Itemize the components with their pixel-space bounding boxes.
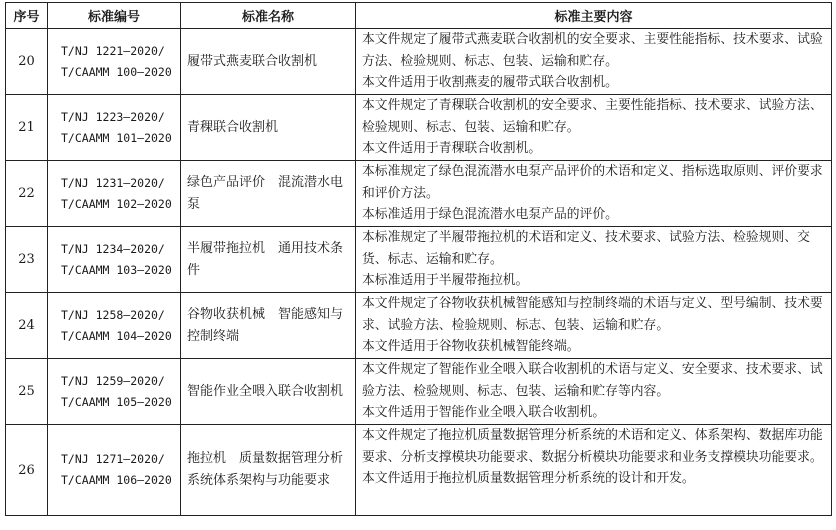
standard-code — [48, 359, 181, 425]
header-name: 标准名称 — [181, 3, 356, 29]
content-applicability: 本标准适用于绿色混流潜水电泵产品的评价。 — [362, 207, 618, 222]
table-row — [6, 425, 832, 516]
content-scope: 本文件规定了拖拉机质量数据管理分析系统的术语和定义、体系架构、数据库功能要求、分析支撑模块功能要求、数据分析模块功能要求和业务支撑模块功能要求。 — [362, 428, 823, 465]
standard-code — [48, 161, 181, 227]
code-line: T/NJ 1223—2020/ — [61, 109, 165, 124]
header-content: 标准主要内容 — [356, 3, 832, 29]
code-line: T/CAAMM 106—2020 — [61, 473, 172, 487]
standard-name: 青稞联合收割机 — [181, 95, 356, 161]
content-scope: 本文件规定了履带式燕麦联合收割机的安全要求、主要性能指标、技术要求、试验方法、检验规则、标志、包装、运输和贮存。 — [362, 32, 823, 69]
standard-name: 半履带拖拉机 通用技术条件 — [181, 227, 356, 293]
table-row — [6, 29, 832, 95]
table-row — [6, 161, 832, 227]
code-line: T/CAAMM 101—2020 — [61, 130, 172, 145]
standard-content — [356, 425, 832, 516]
code-line: T/NJ 1258—2020/ — [61, 307, 165, 322]
row-number: 23 — [6, 227, 48, 293]
code-line: T/NJ 1221—2020/ — [61, 43, 165, 58]
content-applicability: 本文件适用于智能作业全喂入联合收割机。 — [362, 405, 606, 420]
content-applicability: 本文件适用于收割燕麦的履带式联合收割机。 — [362, 75, 618, 90]
code-line: T/NJ 1271—2020/ — [61, 452, 165, 466]
standard-name: 履带式燕麦联合收割机 — [181, 29, 356, 95]
standard-name: 绿色产品评价 混流潜水电泵 — [181, 161, 356, 227]
content-applicability: 本文件适用于谷物收获机械智能终端。 — [362, 339, 580, 354]
standards-table-container — [5, 2, 832, 516]
standard-code — [48, 95, 181, 161]
standard-code — [48, 293, 181, 359]
standard-content — [356, 293, 832, 359]
code-line: T/NJ 1259—2020/ — [61, 373, 165, 388]
code-line: T/NJ 1231—2020/ — [61, 175, 165, 190]
content-scope: 本文件规定了青稞联合收割机的安全要求、主要性能指标、技术要求、试验方法、检验规则、标志、包装、运输和贮存。 — [362, 98, 823, 135]
row-number: 20 — [6, 29, 48, 95]
standard-content — [356, 161, 832, 227]
content-scope: 本文件规定了智能作业全喂入联合收割机的术语与定义、安全要求、技术要求、试验方法、检验规则、标志、包装、运输和贮存等内容。 — [362, 362, 823, 399]
header-no: 序号 — [6, 3, 48, 29]
code-line: T/CAAMM 103—2020 — [61, 262, 172, 277]
standards-table — [5, 2, 832, 516]
standard-content — [356, 29, 832, 95]
content-scope: 本标准规定了绿色混流潜水电泵产品评价的术语和定义、指标选取原则、评价要求和评价方法。 — [362, 164, 823, 201]
standard-name: 拖拉机 质量数据管理分析系统体系架构与功能要求 — [181, 425, 356, 516]
code-line: T/CAAMM 104—2020 — [61, 328, 172, 343]
standard-content — [356, 95, 832, 161]
table-row — [6, 227, 832, 293]
table-row — [6, 293, 832, 359]
standard-name: 智能作业全喂入联合收割机 — [181, 359, 356, 425]
content-scope: 本文件规定了谷物收获机械智能感知与控制终端的术语与定义、型号编制、技术要求、试验方法、检验规则、标志、包装、运输和贮存。 — [362, 296, 823, 333]
code-line: T/CAAMM 100—2020 — [61, 64, 172, 79]
code-line: T/CAAMM 102—2020 — [61, 196, 172, 211]
row-number: 24 — [6, 293, 48, 359]
row-number: 25 — [6, 359, 48, 425]
table-row — [6, 359, 832, 425]
header-row — [6, 3, 832, 29]
content-applicability: 本文件适用于拖拉机质量数据管理分析系统的设计和开发。 — [362, 471, 695, 486]
content-applicability: 本标准适用于半履带拖拉机。 — [362, 273, 529, 288]
standard-code — [48, 227, 181, 293]
standard-code — [48, 29, 181, 95]
row-number: 21 — [6, 95, 48, 161]
content-scope: 本标准规定了半履带拖拉机的术语和定义、技术要求、试验方法、检验规则、交货、标志、运输和贮存。 — [362, 230, 810, 267]
row-number: 22 — [6, 161, 48, 227]
standard-name: 谷物收获机械 智能感知与控制终端 — [181, 293, 356, 359]
row-number: 26 — [6, 425, 48, 516]
code-line: T/CAAMM 105—2020 — [61, 394, 172, 409]
standard-content — [356, 359, 832, 425]
content-applicability: 本文件适用于青稞联合收割机。 — [362, 141, 542, 156]
header-code: 标准编号 — [48, 3, 181, 29]
standard-code — [48, 425, 181, 516]
code-line: T/NJ 1234—2020/ — [61, 241, 165, 256]
standard-content — [356, 227, 832, 293]
table-row — [6, 95, 832, 161]
